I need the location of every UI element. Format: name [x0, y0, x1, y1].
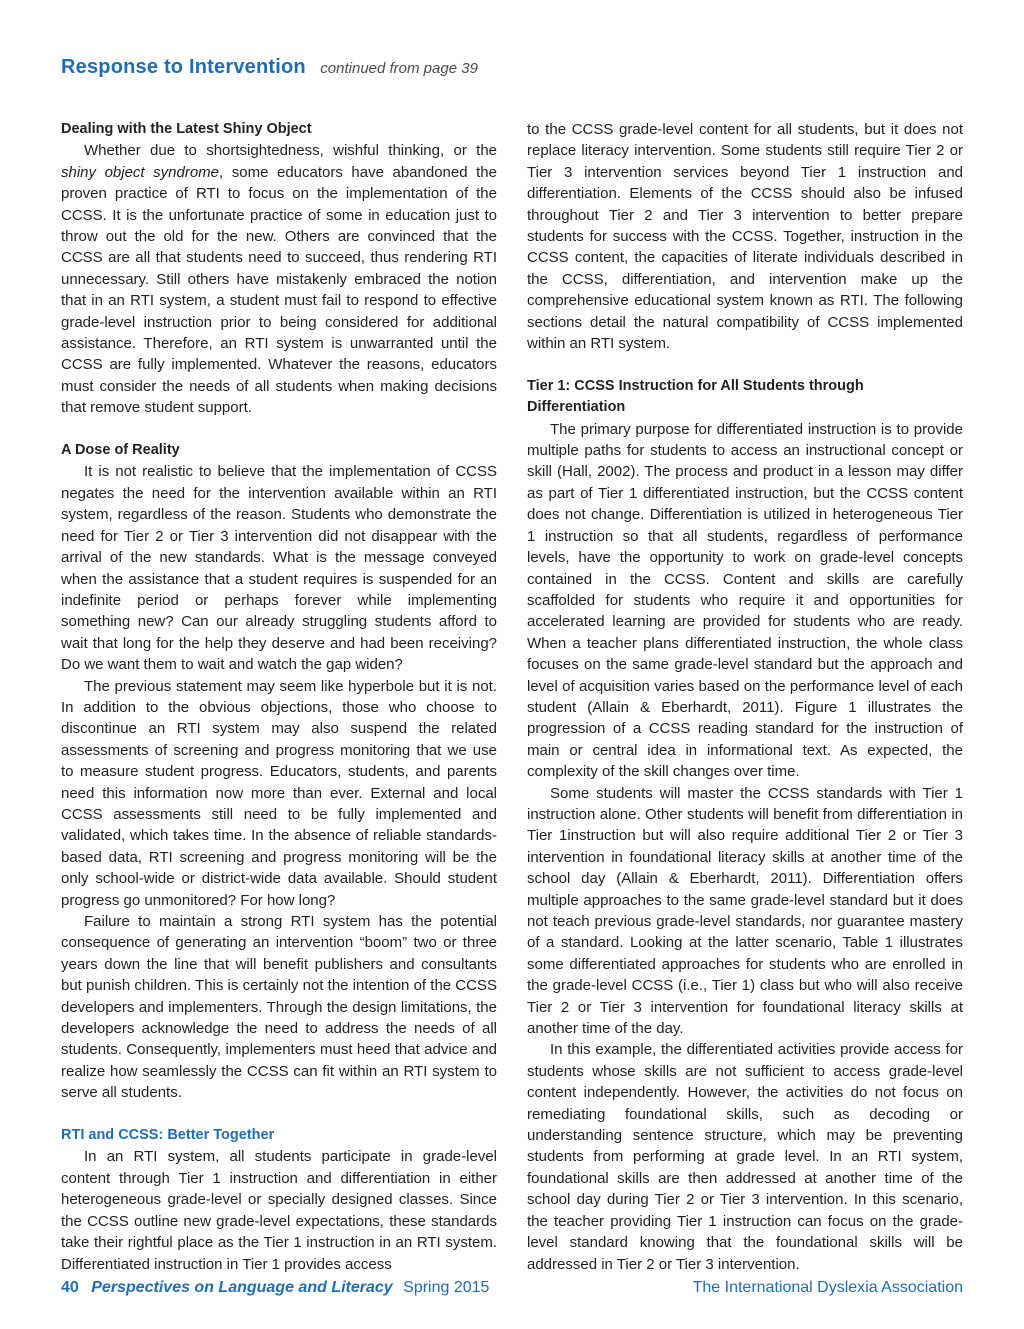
- section-heading-tier-1: Tier 1: CCSS Instruction for All Students through Differentiation: [527, 377, 864, 416]
- text-run: , some educators have abandoned the proven practice of RTI to focus on the implementation of the CCSS. It is the unfortunate practice of some in education just to throw out the old for the new. Others are convinced that the CCSS are all that students need to succeed, thus rendering RTI unnecessary. Still others have mistakenly embraced the notion that in an RTI system, a student must fail to respond to effective grade-level instruction prior to being considered for additional assistance. Therefore, an RTI system is unwarranted until the CCSS are fully implemented. Whatever the reasons, educators must consider the needs of all students when making decisions that remove student support.: [61, 163, 497, 417]
- spacer: [61, 1104, 497, 1125]
- section-heading-shiny-object: Dealing with the Latest Shiny Object: [61, 121, 312, 137]
- journal-title: Perspectives on Language and Literacy: [91, 1279, 393, 1296]
- continued-note: continued from page 39: [320, 60, 478, 77]
- page-number: 40: [61, 1279, 79, 1296]
- page-footer: [61, 1279, 963, 1297]
- paragraph: In an RTI system, all students participate in grade-level content through Tier 1 instruction and differentiation in either heterogeneous grade-level or specially designed classes. Since the CCSS outline new grade-level expectations, these standards take their rightful place as the Tier 1 instruction in an RTI system. Differentiated instruction in Tier 1 provides access: [61, 1148, 497, 1273]
- issue-date: Spring 2015: [403, 1279, 490, 1296]
- running-header: [61, 56, 478, 79]
- paragraph: The primary purpose for differentiated instruction is to provide multiple paths for students to access an instructional concept or skill (Hall, 2002). The process and product in a lesson may differ as part of Tier 1 differentiated instruction, but the CCSS content does not change. Differentiation is utilized in heterogeneous Tier 1 instruction so that all students, regardless of performance levels, have the opportunity to work on grade-level concepts contained in the CCSS. Content and skills are carefully scaffolded for students who require it and opportunities for accelerated learning are provided for students who are ready. When a teacher plans differentiated instruction, the whole class focuses on the same grade-level standard but the approach and level of acquisition varies based on the performance level of each student (Allain & Eberhardt, 2011). Figure 1 illustrates the progression of a CCSS reading standard for the instruction of main or central idea in informational text. As expected, the complexity of the skill changes over time.: [527, 420, 963, 781]
- paragraph: The previous statement may seem like hyperbole but it is not. In addition to the obvious objections, those who choose to discontinue an RTI system may also suspend the related assessments of screening and progress monitoring that we use to measure student progress. Educators, students, and parents need this information now more than ever. External and local CCSS assessments still need to be fully implemented and validated, which takes time. In the absence of reliable standards-based data, RTI screening and progress monitoring will be the only school-wide or district-wide data available. Should student progress go unmonitored? For how long?: [61, 677, 497, 909]
- paragraph: Failure to maintain a strong RTI system has the potential consequence of generating an intervention “boom” two or three years down the line that will benefit publishers and consultants but punish children. This is certainly not the intention of the CCSS developers and implementers. Through the design limitations, the developers acknowledge the need to address the needs of all students. Consequently, implementers must heed that advice and realize how seamlessly the CCSS can fit within an RTI system to serve all students.: [61, 913, 497, 1102]
- paragraph: [61, 140, 497, 418]
- emphasis-text: shiny object syndrome: [61, 163, 220, 181]
- text-run: Whether due to shortsightedness, wishful thinking, or the: [84, 142, 497, 160]
- right-column: [527, 119, 963, 1275]
- paragraph: It is not realistic to believe that the implementation of CCSS negates the need for the intervention available within an RTI system, regardless of the reason. Students who demonstrate the need for Tier 2 or Tier 3 intervention did not disappear with the arrival of the new standards. What is the message conveyed when the assistance that a student requires is suspended for an indefinite period or perhaps forever while implementing something new? Can our already struggling students afford to wait that long for the help they deserve and had been receiving? Do we want them to wait and watch the gap widen?: [61, 463, 497, 674]
- section-heading-dose-of-reality: A Dose of Reality: [61, 442, 180, 459]
- paragraph-continued: to the CCSS grade-level content for all students, but it does not replace literacy intervention. Some students still require Tier 2 or Tier 3 intervention services beyond Tier 1 instruction and differentiation. Elements of the CCSS should also be infused throughout Tier 2 and Tier 3 intervention to better prepare students for success with the CCSS. Together, instruction in the CCSS content, the capacities of literate individuals described in the CCSS, differentiation, and intervention make up the comprehensive educational system known as RTI. The following sections detail the natural compatibility of CCSS implemented within an RTI system.: [527, 121, 963, 353]
- paragraph: Some students will master the CCSS standards with Tier 1 instruction alone. Other students will benefit from differentiation in Tier 1instruction but will also require additional Tier 2 or Tier 3 intervention in foundational literacy skills at another time of the school day (Allain & Eberhardt, 2011). Differentiation offers multiple approaches to the same grade-level standard but it does not teach previous grade-level standards, nor guarantee mastery of a standard. Looking at the latter scenario, Table 1 illustrates some differentiated approaches for students who are enrolled in the grade-level CCSS (i.e., Tier 1) class but who will also receive Tier 2 or Tier 3 intervention for foundational literacy skills at another time of the day.: [527, 784, 963, 1038]
- article-title: Response to Intervention: [61, 56, 306, 78]
- spacer: [61, 419, 497, 440]
- paragraph: In this example, the differentiated activities provide access for students whose skills are not sufficient to access grade-level content independently. However, the activities do not focus on remediating foundational skills, such as decoding or understanding sentence structure, which may be preventing students from performing at grade level. In an RTI system, foundational skills are then addressed at another time of the school day during Tier 2 or Tier 3 intervention. In this scenario, the teacher providing Tier 1 instruction can focus on the grade-level standard knowing that the foundational skills will be addressed in Tier 2 or Tier 3 intervention.: [527, 1041, 963, 1273]
- spacer: [527, 354, 963, 375]
- left-column: [61, 119, 497, 1275]
- organization-name: The International Dyslexia Association: [692, 1279, 963, 1296]
- section-heading-better-together: RTI and CCSS: Better Together: [61, 1127, 275, 1144]
